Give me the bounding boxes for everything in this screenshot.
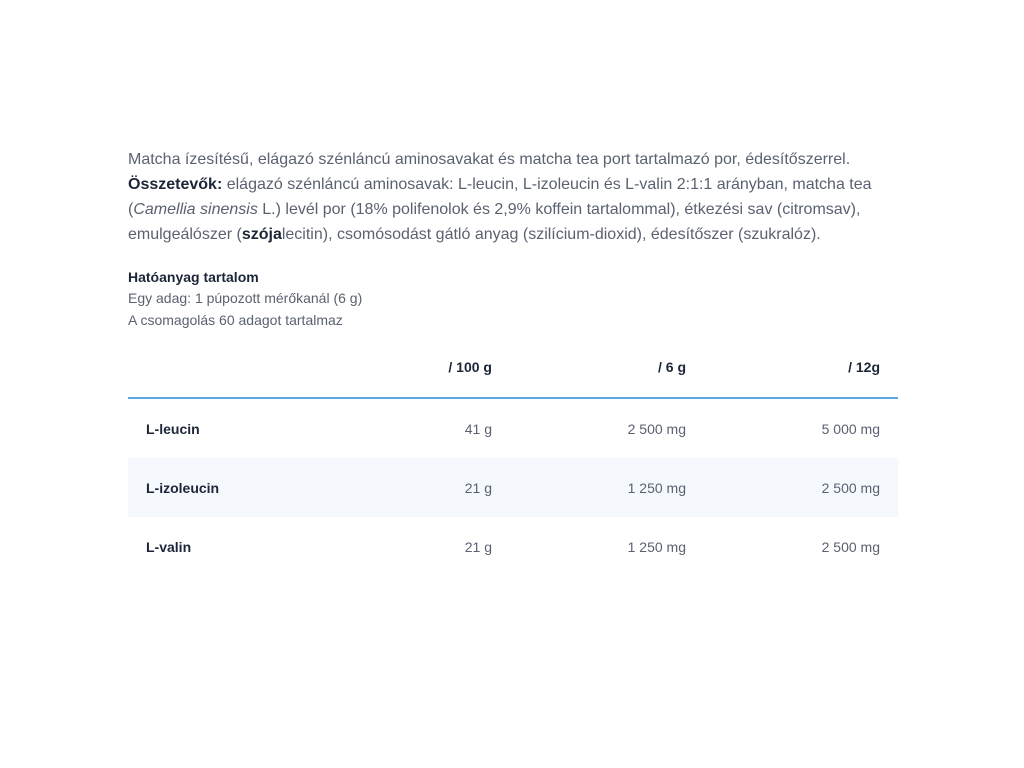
value-per-100g: 41 g xyxy=(464,420,492,437)
value-per-12g: 2 500 mg xyxy=(704,458,898,517)
header-per-100g: / 100 g xyxy=(324,349,510,398)
table-row xyxy=(128,517,898,576)
ingredient-name: L-izoleucin xyxy=(128,458,324,517)
ingredient-name: L-valin xyxy=(146,538,192,555)
header-per-6g: / 6 g xyxy=(510,349,704,398)
product-info xyxy=(128,147,898,576)
value-per-100g: 21 g xyxy=(324,458,510,517)
value-per-6g: 2 500 mg xyxy=(627,420,686,437)
header-per-12g: / 12g xyxy=(704,349,898,398)
active-ingredients-title: Hatóanyag tartalom xyxy=(128,269,259,285)
ingredient-name: L-leucin xyxy=(146,420,200,437)
allergen-highlight: szója xyxy=(241,226,282,243)
latin-name: Camellia sinensis xyxy=(133,201,258,218)
table-row xyxy=(128,458,898,517)
ingredients-text-3: lecitin), csomósodást gátló anyag (szilícium-dioxid), édesítőszer (szukralóz). xyxy=(281,226,821,243)
ingredients-text-2: L.) levél por (18% polifenolok és 2,9% koffein tartalommal), étkezési sav (citromsav), emulgeálószer ( xyxy=(128,201,861,243)
active-ingredients-table xyxy=(128,349,898,576)
table-header-row xyxy=(128,349,898,398)
table-row xyxy=(128,398,898,458)
product-description xyxy=(128,147,898,247)
serving-size: Egy adag: 1 púpozott mérőkanál (6 g) xyxy=(128,290,363,306)
header-name xyxy=(128,349,324,398)
value-per-6g: 1 250 mg xyxy=(510,458,704,517)
value-per-12g: 2 500 mg xyxy=(821,538,880,555)
package-servings: A csomagolás 60 adagot tartalmaz xyxy=(128,312,343,328)
value-per-12g: 5 000 mg xyxy=(821,420,880,437)
value-per-6g: 1 250 mg xyxy=(627,538,686,555)
ingredients-text-1: elágazó szénláncú aminosavak: L-leucin, L-izoleucin és L-valin 2:1:1 arányban, matcha tea ( xyxy=(128,176,872,218)
value-per-100g: 21 g xyxy=(464,538,492,555)
ingredients-label: Összetevők: xyxy=(128,176,223,193)
description-intro: Matcha ízesítésű, elágazó szénláncú aminosavakat és matcha tea port tartalmazó por, édesítőszerrel. xyxy=(128,151,851,168)
